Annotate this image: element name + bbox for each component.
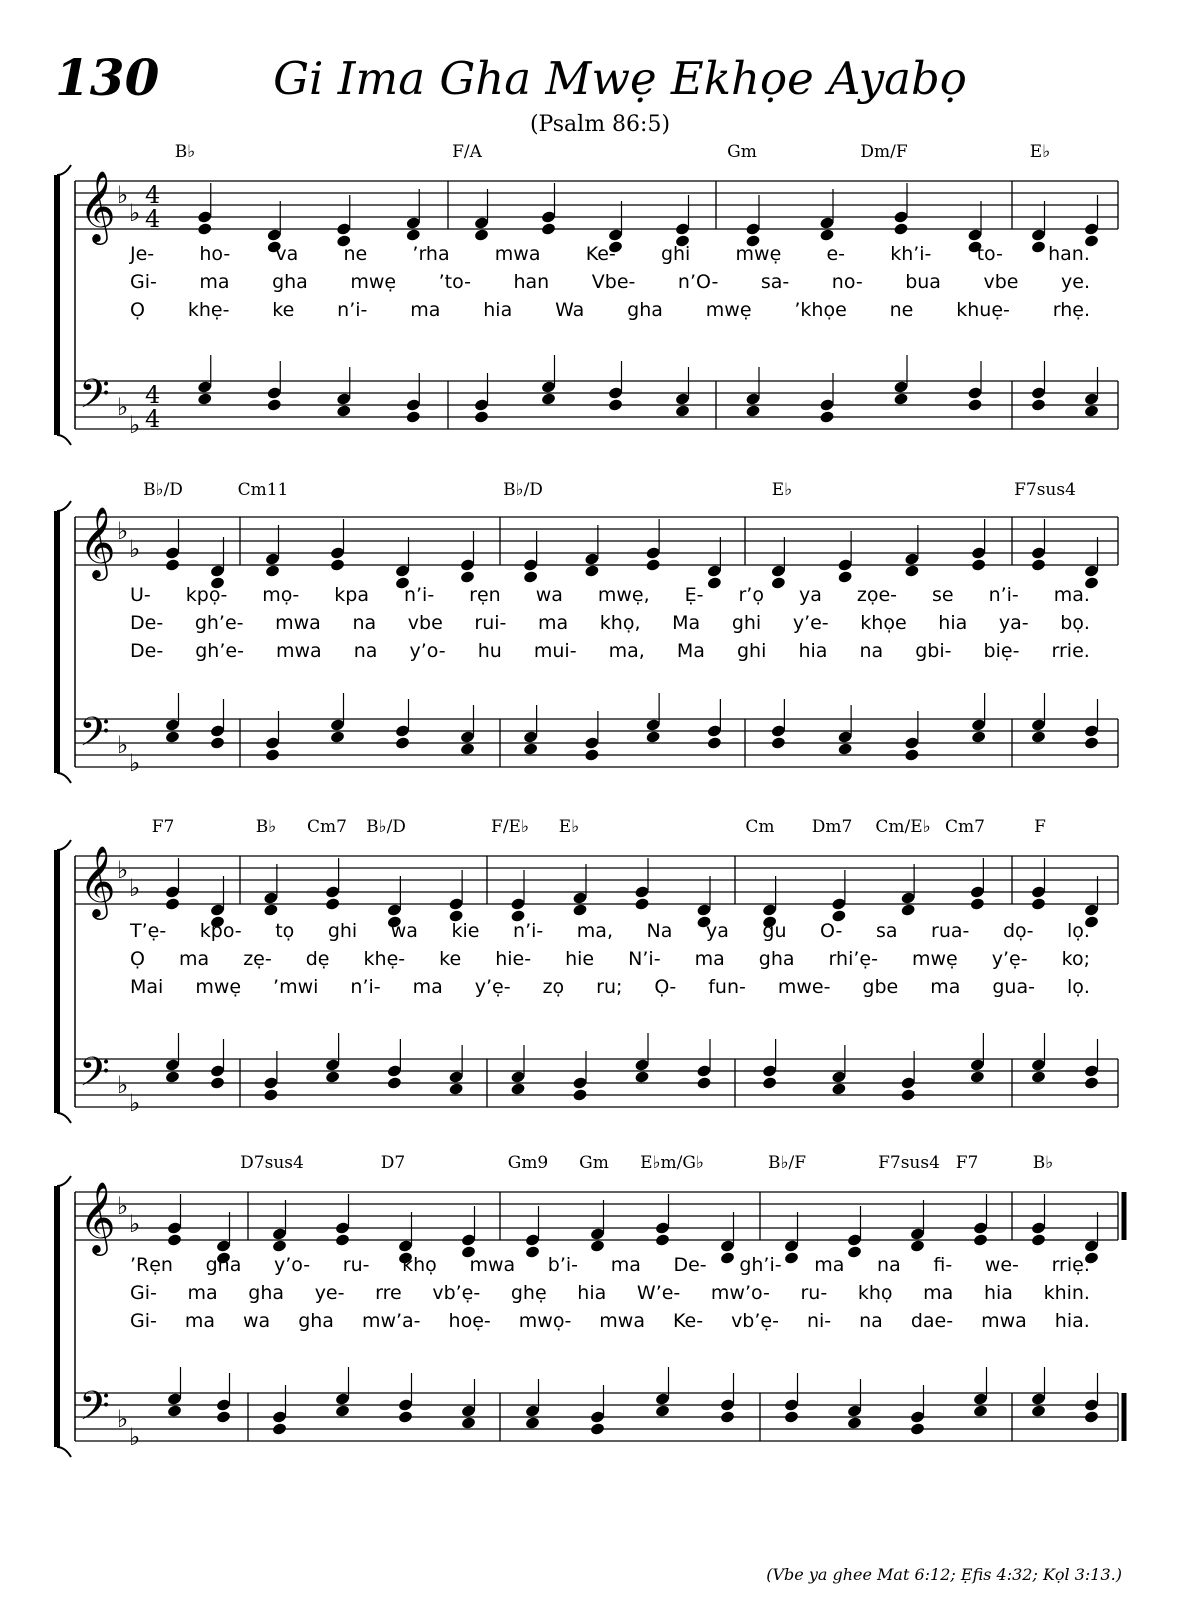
chord-symbol: F7sus4	[878, 1153, 940, 1173]
lyric-syllable: ma	[410, 299, 441, 321]
lyric-syllable: hie-	[495, 948, 532, 970]
lyric-syllable: T’ẹ-	[130, 920, 167, 942]
chord-symbol: B♭/D	[366, 817, 406, 837]
lyric-syllable: mwa	[981, 1310, 1027, 1332]
lyric-syllable: bua	[905, 271, 941, 293]
footnote: (Vbe ya ghee Mat 6:12; Ẹfis 4:32; Kọl 3:13.)	[766, 1565, 1122, 1584]
chord-symbol: E♭m/G♭	[640, 1153, 704, 1173]
lyric-syllable: vb’ẹ-	[731, 1310, 779, 1332]
treble-clef-icon: 𝄞	[79, 169, 116, 242]
verse-2-lyrics	[130, 1282, 1090, 1304]
lyric-syllable: ghi	[731, 612, 762, 634]
key-signature-flat-icon: ♭	[117, 1071, 129, 1099]
chord-symbol: Cm/E♭	[875, 817, 931, 837]
lyric-syllable: e-	[826, 243, 845, 265]
lyric-syllable: ’Rẹn	[130, 1254, 173, 1276]
lyric-syllable: va	[275, 243, 299, 265]
lyric-syllable: De-	[673, 1254, 707, 1276]
svg-text:♭: ♭	[129, 1089, 141, 1117]
svg-text:♭: ♭	[129, 199, 141, 227]
lyric-syllable: mwọ-	[518, 1310, 572, 1332]
lyric-syllable: Ke-	[673, 1310, 704, 1332]
lyric-syllable: gbi-	[915, 640, 952, 662]
bass-clef-icon: 𝄢	[79, 709, 110, 765]
lyric-syllable: ke	[272, 299, 295, 321]
lyric-syllable: Vbe-	[591, 271, 636, 293]
lyric-syllable: ma	[187, 1282, 218, 1304]
lyric-syllable: mwẹ	[350, 271, 397, 293]
lyric-syllable: khọ	[857, 1282, 893, 1304]
chord-symbol: Cm7	[945, 817, 985, 837]
lyric-syllable: mw’o-	[710, 1282, 770, 1304]
lyric-syllable: mwa	[276, 640, 322, 662]
lyric-syllable: zọe-	[856, 584, 897, 606]
lyric-syllable: tọ	[275, 920, 295, 942]
lyric-syllable: ’mwi	[273, 976, 319, 998]
lyric-syllable: n’i-	[350, 976, 381, 998]
lyric-syllable: na	[353, 640, 378, 662]
chord-symbol: F7	[955, 1153, 979, 1173]
lyric-syllable: ma	[814, 1254, 845, 1276]
lyric-syllable: De-	[130, 612, 164, 634]
lyric-syllable: hoẹ-	[448, 1310, 491, 1332]
lyric-syllable: khọ,	[599, 612, 641, 634]
lyric-syllable: sa-	[760, 271, 790, 293]
lyric-syllable: mwa	[599, 1310, 645, 1332]
lyric-syllable: rẹn	[469, 584, 501, 606]
lyric-syllable: se	[931, 584, 954, 606]
key-signature-flat-icon: ♭	[117, 393, 129, 421]
lyric-syllable: no-	[831, 271, 863, 293]
lyric-syllable: Mai	[130, 976, 164, 998]
key-signature-flat-icon: ♭	[117, 517, 129, 545]
lyric-syllable: na	[877, 1254, 901, 1276]
lyric-syllable: wa	[243, 1310, 271, 1332]
lyric-syllable: Ọ	[130, 299, 145, 321]
chord-symbol: B♭/D	[503, 480, 543, 500]
lyric-syllable: gu	[762, 920, 787, 942]
lyric-syllable: rriẹ.	[1051, 1254, 1090, 1276]
lyric-syllable: ya	[705, 920, 729, 942]
lyric-syllable: De-	[130, 640, 164, 662]
lyric-syllable: n’i-	[337, 299, 368, 321]
svg-text:4: 4	[145, 405, 161, 433]
lyric-syllable: mwa	[494, 243, 541, 265]
lyric-syllable: lọ.	[1066, 976, 1090, 998]
lyric-syllable: Gi-	[130, 1282, 157, 1304]
chord-symbol: E♭	[771, 480, 793, 500]
lyric-syllable: ma,	[576, 920, 613, 942]
lyric-syllable: fi-	[933, 1254, 953, 1276]
lyric-syllable: mwẹ	[195, 976, 242, 998]
lyric-syllable: b’i-	[547, 1254, 579, 1276]
verse-3-lyrics	[130, 299, 1090, 321]
lyric-syllable: Gi-	[130, 271, 157, 293]
lyric-syllable: kpo-	[199, 920, 242, 942]
lyric-syllable: mwẹ	[735, 243, 782, 265]
lyric-syllable: na	[859, 640, 884, 662]
lyric-syllable: ma	[184, 1310, 216, 1332]
chord-symbol: B♭/F	[767, 1153, 807, 1173]
lyric-syllable: ma	[412, 976, 443, 998]
lyric-syllable: ne	[889, 299, 914, 321]
lyric-syllable: rhẹ.	[1052, 299, 1090, 321]
verse-2-lyrics	[130, 948, 1090, 970]
lyric-syllable: Wa	[555, 299, 585, 321]
lyric-syllable: mui-	[533, 640, 577, 662]
lyric-syllable: hie	[565, 948, 595, 970]
lyric-syllable: Na	[646, 920, 673, 942]
lyric-syllable: hia	[938, 612, 968, 634]
lyric-syllable: khẹ-	[187, 299, 230, 321]
lyric-syllable: dae-	[910, 1310, 954, 1332]
lyric-syllable: mwẹ	[911, 948, 958, 970]
lyric-syllable: Ọ	[130, 948, 145, 970]
chord-symbol: Gm	[579, 1153, 609, 1173]
lyric-syllable: ye-	[314, 1282, 345, 1304]
key-signature-flat-icon: ♭	[117, 731, 129, 759]
chord-symbol: E♭	[558, 817, 580, 837]
lyric-syllable: ni-	[806, 1310, 832, 1332]
bass-clef-icon: 𝄢	[79, 371, 110, 427]
lyric-syllable: mọ-	[262, 584, 300, 606]
chord-symbol: F/E♭	[491, 817, 529, 837]
lyric-syllable: gua-	[992, 976, 1035, 998]
verse-3-lyrics	[130, 1310, 1090, 1332]
lyric-syllable: ’rha	[412, 243, 450, 265]
verse-1-lyrics	[130, 584, 1090, 606]
lyric-syllable: W’e-	[636, 1282, 681, 1304]
lyric-syllable: ma,	[608, 640, 645, 662]
lyric-syllable: zọ	[542, 976, 565, 998]
lyric-syllable: ’to-	[438, 271, 471, 293]
lyric-syllable: ma.	[1053, 584, 1090, 606]
lyric-syllable: biẹ-	[983, 640, 1020, 662]
lyric-syllable: rua-	[931, 920, 970, 942]
svg-text:♭: ♭	[129, 1210, 141, 1238]
lyric-syllable: O-	[820, 920, 843, 942]
lyric-syllable: hia	[577, 1282, 607, 1304]
lyric-syllable: han.	[1048, 243, 1090, 265]
lyric-syllable: sa	[875, 920, 898, 942]
lyric-syllable: na	[352, 612, 377, 634]
lyric-syllable: n’i-	[513, 920, 544, 942]
chord-symbol: Gm	[727, 142, 757, 162]
lyric-syllable: y’o-	[409, 640, 446, 662]
time-signature: 4	[145, 381, 161, 409]
svg-text:♭: ♭	[129, 749, 141, 777]
lyric-syllable: gbe	[862, 976, 899, 998]
lyric-syllable: gha	[298, 1310, 334, 1332]
lyric-syllable: ru;	[596, 976, 623, 998]
lyric-syllable: ma	[610, 1254, 641, 1276]
chord-symbol: D7sus4	[240, 1153, 304, 1173]
lyric-syllable: y’e-	[792, 612, 829, 634]
key-signature-flat-icon: ♭	[117, 1192, 129, 1220]
lyric-syllable: Gi-	[130, 1310, 157, 1332]
lyric-syllable: n’i-	[403, 584, 435, 606]
lyric-syllable: ye.	[1061, 271, 1090, 293]
lyric-syllable: ya	[798, 584, 822, 606]
lyric-syllable: hia	[483, 299, 513, 321]
lyric-syllable: hia	[983, 1282, 1013, 1304]
lyric-syllable: ma	[179, 948, 210, 970]
lyric-syllable: N’i-	[628, 948, 661, 970]
key-signature-flat-icon: ♭	[117, 856, 129, 884]
lyric-syllable: ho-	[199, 243, 231, 265]
chord-symbol: B♭	[174, 142, 196, 162]
lyric-syllable: to-	[976, 243, 1003, 265]
lyric-syllable: ma	[930, 976, 961, 998]
chord-symbol: F7	[151, 817, 175, 837]
lyric-syllable: Je-	[130, 243, 155, 265]
lyric-syllable: y’o-	[274, 1254, 311, 1276]
chord-symbol: F/A	[452, 142, 482, 162]
lyric-syllable: Ma	[672, 612, 701, 634]
treble-clef-icon: 𝄞	[79, 844, 116, 917]
lyric-syllable: mwẹ,	[597, 584, 650, 606]
lyric-syllable: gha	[758, 948, 795, 970]
lyric-syllable: ke	[439, 948, 462, 970]
lyric-syllable: we-	[984, 1254, 1019, 1276]
lyric-syllable: r’ọ	[738, 584, 764, 606]
svg-text:4: 4	[145, 205, 161, 233]
lyric-syllable: U-	[130, 584, 151, 606]
lyric-syllable: mwẹ	[705, 299, 752, 321]
verse-1-lyrics	[130, 243, 1090, 265]
lyric-syllable: gh’i-	[739, 1254, 782, 1276]
chord-symbol: Dm7	[811, 817, 853, 837]
lyric-syllable: ma	[923, 1282, 954, 1304]
lyric-syllable: gha	[627, 299, 663, 321]
scripture-reference: (Psalm 86:5)	[529, 112, 671, 137]
chord-symbol: B♭	[1032, 1153, 1054, 1173]
lyric-syllable: gha	[248, 1282, 285, 1304]
lyric-syllable: gh’e-	[195, 640, 244, 662]
lyric-syllable: kpa	[334, 584, 369, 606]
hymn-title: Gi Ima Gha Mwẹ Ekhọe Ayabọ	[273, 52, 967, 105]
lyric-syllable: ghi	[736, 640, 767, 662]
lyric-syllable: ghi	[660, 243, 691, 265]
lyric-syllable: wa	[390, 920, 418, 942]
lyric-syllable: vbe	[983, 271, 1019, 293]
svg-text:♭: ♭	[129, 874, 141, 902]
lyric-syllable: rre	[375, 1282, 402, 1304]
bass-clef-icon: 𝄢	[79, 1383, 110, 1439]
lyric-syllable: mwe-	[777, 976, 831, 998]
lyric-syllable: khuẹ-	[956, 299, 1010, 321]
chord-symbol: F	[1034, 817, 1046, 837]
key-signature-flat-icon: ♭	[117, 1405, 129, 1433]
lyric-syllable: rrie.	[1051, 640, 1090, 662]
svg-text:♭: ♭	[129, 1423, 141, 1451]
lyric-syllable: khin.	[1043, 1282, 1090, 1304]
lyric-syllable: n’O-	[677, 271, 719, 293]
treble-clef-icon: 𝄞	[79, 505, 116, 578]
lyric-syllable: ru-	[342, 1254, 370, 1276]
verse-2-lyrics	[130, 271, 1090, 293]
svg-text:♭: ♭	[129, 411, 141, 439]
lyric-syllable: ko;	[1061, 948, 1090, 970]
svg-text:♭: ♭	[129, 535, 141, 563]
lyric-syllable: bọ.	[1060, 612, 1090, 634]
lyric-syllable: kh’i-	[890, 243, 932, 265]
chord-symbol: B♭	[255, 817, 277, 837]
verse-2-lyrics	[130, 612, 1090, 634]
lyric-syllable: gha	[205, 1254, 242, 1276]
chord-symbol: D7	[380, 1153, 406, 1173]
lyric-syllable: dọ-	[1002, 920, 1034, 942]
lyric-syllable: Ma	[676, 640, 705, 662]
bass-clef-icon: 𝄢	[79, 1049, 110, 1105]
lyric-syllable: ’khọe	[794, 299, 847, 321]
lyric-syllable: ya-	[998, 612, 1029, 634]
treble-clef-icon: 𝄞	[79, 1180, 116, 1253]
lyric-syllable: ghẹ	[510, 1282, 547, 1304]
chord-symbol: E♭	[1029, 142, 1051, 162]
lyric-syllable: gha	[272, 271, 308, 293]
lyric-syllable: khẹ-	[363, 948, 406, 970]
lyric-syllable: hu	[477, 640, 502, 662]
lyric-syllable: han	[513, 271, 550, 293]
lyric-syllable: y’ẹ-	[991, 948, 1028, 970]
lyric-syllable: mw’a-	[361, 1310, 421, 1332]
chord-symbol: Dm/F	[860, 142, 908, 162]
lyric-syllable: khọe	[860, 612, 907, 634]
chord-symbol: Cm7	[307, 817, 347, 837]
lyric-syllable: kie	[451, 920, 480, 942]
lyric-syllable: gh’e-	[194, 612, 244, 634]
lyric-syllable: lọ.	[1067, 920, 1090, 942]
chord-symbol: Gm9	[507, 1153, 549, 1173]
lyric-syllable: vbe	[407, 612, 443, 634]
lyric-syllable: zẹ-	[243, 948, 272, 970]
lyric-syllable: Ọ-	[654, 976, 677, 998]
verse-1-lyrics	[130, 920, 1090, 942]
lyric-syllable: mwa	[469, 1254, 516, 1276]
lyric-syllable: rhi’ẹ-	[828, 948, 878, 970]
lyric-syllable: hia.	[1054, 1310, 1090, 1332]
lyric-syllable: n’i-	[988, 584, 1019, 606]
lyric-syllable: Ẹ-	[684, 584, 704, 606]
time-signature: 4	[145, 181, 161, 209]
lyric-syllable: ma	[694, 948, 725, 970]
lyric-syllable: na	[859, 1310, 883, 1332]
verse-3-lyrics	[130, 976, 1090, 998]
key-signature-flat-icon: ♭	[117, 181, 129, 209]
lyric-syllable: hia	[798, 640, 828, 662]
lyric-syllable: khọ	[402, 1254, 437, 1276]
verse-3-lyrics	[130, 640, 1090, 662]
lyric-syllable: y’ẹ-	[474, 976, 511, 998]
hymn-number: 130	[55, 48, 160, 107]
chord-symbol: F7sus4	[1014, 480, 1076, 500]
lyric-syllable: ma	[199, 271, 230, 293]
lyric-syllable: vb’ẹ-	[432, 1282, 481, 1304]
lyric-syllable: ghi	[327, 920, 358, 942]
lyric-syllable: ne	[343, 243, 368, 265]
lyric-syllable: rui-	[474, 612, 507, 634]
verse-1-lyrics	[130, 1254, 1090, 1276]
lyric-syllable: Ke-	[585, 243, 616, 265]
lyric-syllable: wa	[535, 584, 563, 606]
lyric-syllable: ru-	[800, 1282, 828, 1304]
lyric-syllable: fun-	[708, 976, 746, 998]
chord-symbol: Cm11	[237, 480, 289, 500]
lyric-syllable: kpọ-	[185, 584, 228, 606]
chord-symbol: Cm	[745, 817, 775, 837]
lyric-syllable: ma	[538, 612, 569, 634]
lyric-syllable: mwa	[275, 612, 321, 634]
lyric-syllable: dẹ	[305, 948, 330, 970]
chord-symbol: B♭/D	[143, 480, 183, 500]
